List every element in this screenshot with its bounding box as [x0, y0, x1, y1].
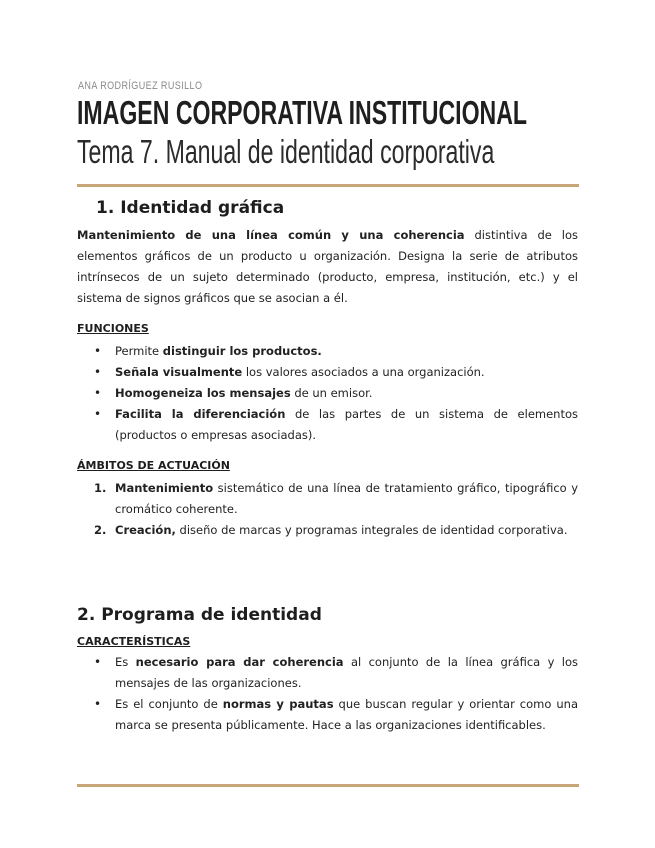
top-divider [77, 184, 579, 187]
funciones-label: FUNCIONES [77, 322, 149, 335]
list-number: 1. [94, 481, 107, 495]
list-item: • Homogeneiza los mensajes de un emisor. [77, 383, 578, 404]
list-item: • Señala visualmente los valores asociados a una organización. [77, 362, 578, 383]
list-item: • Es necesario para dar coherencia al conjunto de la línea gráfica y los mensajes de las organizaciones. [77, 652, 578, 694]
section2-heading: 2. Programa de identidad [77, 605, 322, 625]
section1-intro [77, 225, 578, 309]
author-name: ANA RODRÍGUEZ RUSILLO [78, 80, 203, 92]
bottom-divider [77, 784, 579, 787]
list-item: • Permite distinguir los productos. [77, 341, 578, 362]
document-title: IMAGEN CORPORATIVA INSTITUCIONAL [77, 94, 528, 131]
intro-bold: Mantenimiento de una línea común y una coherencia [77, 228, 465, 242]
ambitos-list [77, 478, 578, 541]
list-number: 2. [94, 523, 107, 537]
list-item: 2. Creación, diseño de marcas y programas integrales de identidad corporativa. [77, 520, 578, 541]
caracteristicas-label: CARACTERÍSTICAS [77, 635, 191, 648]
section1-heading: 1. Identidad gráfica [96, 198, 285, 218]
document-subtitle: Tema 7. Manual de identidad corporativa [77, 133, 495, 170]
funciones-list [77, 341, 578, 446]
list-item: 1. Mantenimiento sistemático de una línea de tratamiento gráfico, tipográfico y cromático coherente. [77, 478, 578, 520]
caracteristicas-list [77, 652, 578, 736]
list-item: • Facilita la diferenciación de las partes de un sistema de elementos (productos o empresas asociadas). [77, 404, 578, 446]
list-item: • Es el conjunto de normas y pautas que buscan regular y orientar como una marca se presenta públicamente. Hace a las organizaciones identificables. [77, 694, 578, 736]
intro-text: distintiva de los elementos gráficos de un producto u organización. Designa la serie de atributos intrínsecos de un sujeto determinado (producto, empresa, institución, etc.) y el sistema de signos gráficos que se asocian a él. [77, 228, 578, 305]
ambitos-label: ÁMBITOS DE ACTUACIÓN [77, 459, 230, 472]
